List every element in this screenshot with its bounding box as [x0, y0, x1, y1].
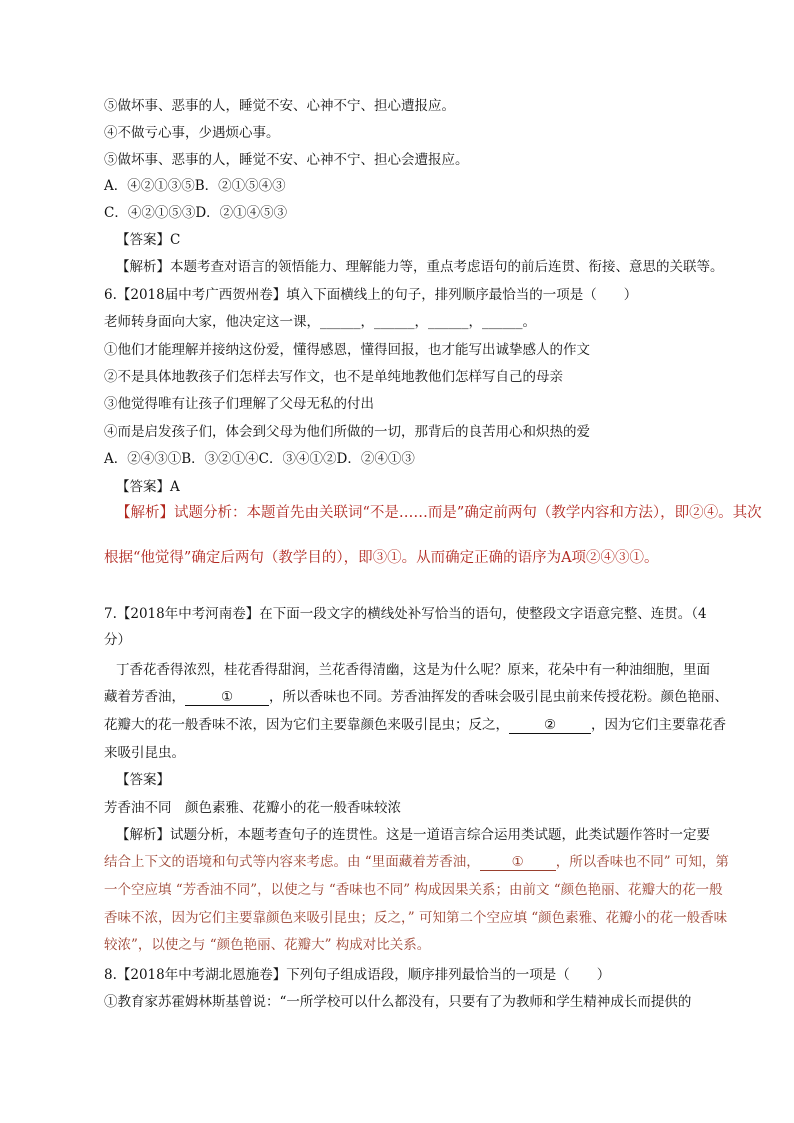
analysis-line: 【解析】试题分析，本题考查句子的连贯性。这是一道语言综合运用类试题，此类试题作答时一定要	[116, 827, 710, 843]
text-line-with-blank	[104, 716, 726, 734]
text-line: ③他觉得唯有让孩子们理解了父母无私的付出	[104, 396, 374, 412]
text-line: 分）	[104, 632, 131, 648]
analysis-line: 较浓”，以使之与 “颜色艳丽、花瓣大” 构成对比关系。	[104, 937, 431, 953]
text-line: ①他们才能理解并接纳这份爱，懂得感恩，懂得回报，也才能写出诚挚感人的作文	[104, 342, 590, 358]
question-title: 7.【2018年中考河南卷】在下面一段文字的横线处补写恰当的语句，使整段文字语意完整、连贯。（4	[104, 606, 707, 622]
text-line: 老师转身面向大家，他决定这一课，______，______，______，______。	[104, 314, 536, 330]
option-line: A．②④③①B．③②①④C．③④①②D．②④①③	[104, 451, 415, 467]
answer-blank: ①	[185, 690, 269, 706]
text-line: 丁香花香得浓烈，桂花香得甜润，兰花香得清幽，这是为什么呢？原来，花朵中有一种油细胞，里面	[116, 662, 710, 678]
answer-label: 【答案】	[116, 772, 170, 788]
analysis-line: 一个空应填 “芳香油不同”，以使之与 “香味也不同” 构成因果关系；由前文 “颜色艳丽、花瓣大的花一般	[104, 882, 723, 898]
text-fragment: 藏着芳香油，	[104, 689, 185, 705]
text-line: ⑤做坏事、恶事的人，睡觉不安、心神不宁、担心遭报应。	[104, 98, 455, 114]
text-fragment: ，所以香味也不同。芳香油挥发的香味会吸引昆虫前来传授花粉。颜色艳丽、	[269, 689, 728, 705]
analysis-line-with-blank	[104, 853, 729, 871]
text-line: ②不是具体地教孩子们怎样去写作文，也不是单纯地教他们怎样写自己的母亲	[104, 369, 563, 385]
answer-label: 【答案】C	[116, 232, 181, 248]
question-title: 8.【2018年中考湖北恩施卷】下列句子组成语段，顺序排列最恰当的一项是（ ）	[104, 967, 611, 983]
text-line: 来吸引昆虫。	[104, 745, 185, 761]
analysis-line: 根据“他觉得”确定后两句（教学目的），即③①。从而确定正确的语序为A项②④③①。	[104, 550, 659, 566]
question-title: 6.【2018届中考广西贺州卷】填入下面横线上的句子，排列顺序最恰当的一项是（ ）	[104, 287, 638, 303]
answer-blank: ①	[480, 855, 556, 871]
answer-label: 【答案】A	[116, 479, 180, 495]
text-fragment: 结合上下文的语境和句式等内容来考虑。由 “里面藏着芳香油，	[104, 854, 480, 870]
answer-text: 芳香油不同 颜色素雅、花瓣小的花一般香味较浓	[104, 800, 401, 816]
answer-blank: ②	[509, 718, 591, 734]
text-line-with-blank	[104, 688, 728, 706]
analysis-line: 【解析】试题分析：本题首先由关联词“不是……而是”确定前两句（教学内容和方法），即②④。其次	[116, 505, 762, 521]
text-fragment: ，所以香味也不同” 可知，第	[555, 854, 729, 870]
option-line: A．④②①③⑤B．②①⑤④③	[104, 178, 286, 194]
text-line: ⑤做坏事、恶事的人，睡觉不安、心神不宁、担心会遭报应。	[104, 152, 469, 168]
text-line: ④不做亏心事，少遇烦心事。	[104, 125, 280, 141]
text-line: ④而是启发孩子们，体会到父母为他们所做的一切，那背后的良苦用心和炽热的爱	[104, 424, 590, 440]
analysis-line: 香味不浓，因为它们主要靠颜色来吸引昆虫；反之，” 可知第二个空应填 “颜色素雅、花瓣小的花一般香味	[104, 910, 728, 926]
text-fragment: ，因为它们主要靠花香	[591, 717, 726, 733]
option-line: C．④②①⑤③D．②①④⑤③	[104, 205, 288, 221]
text-line: ①教育家苏霍姆林斯基曾说：“一所学校可以什么都没有，只要有了为教师和学生精神成长而提供的	[104, 994, 692, 1010]
analysis-line: 【解析】本题考查对语言的领悟能力、理解能力等，重点考虑语句的前后连贯、衔接、意思的关联等。	[116, 259, 724, 275]
text-fragment: 花瓣大的花一般香味不浓，因为它们主要靠颜色来吸引昆虫；反之，	[104, 717, 509, 733]
